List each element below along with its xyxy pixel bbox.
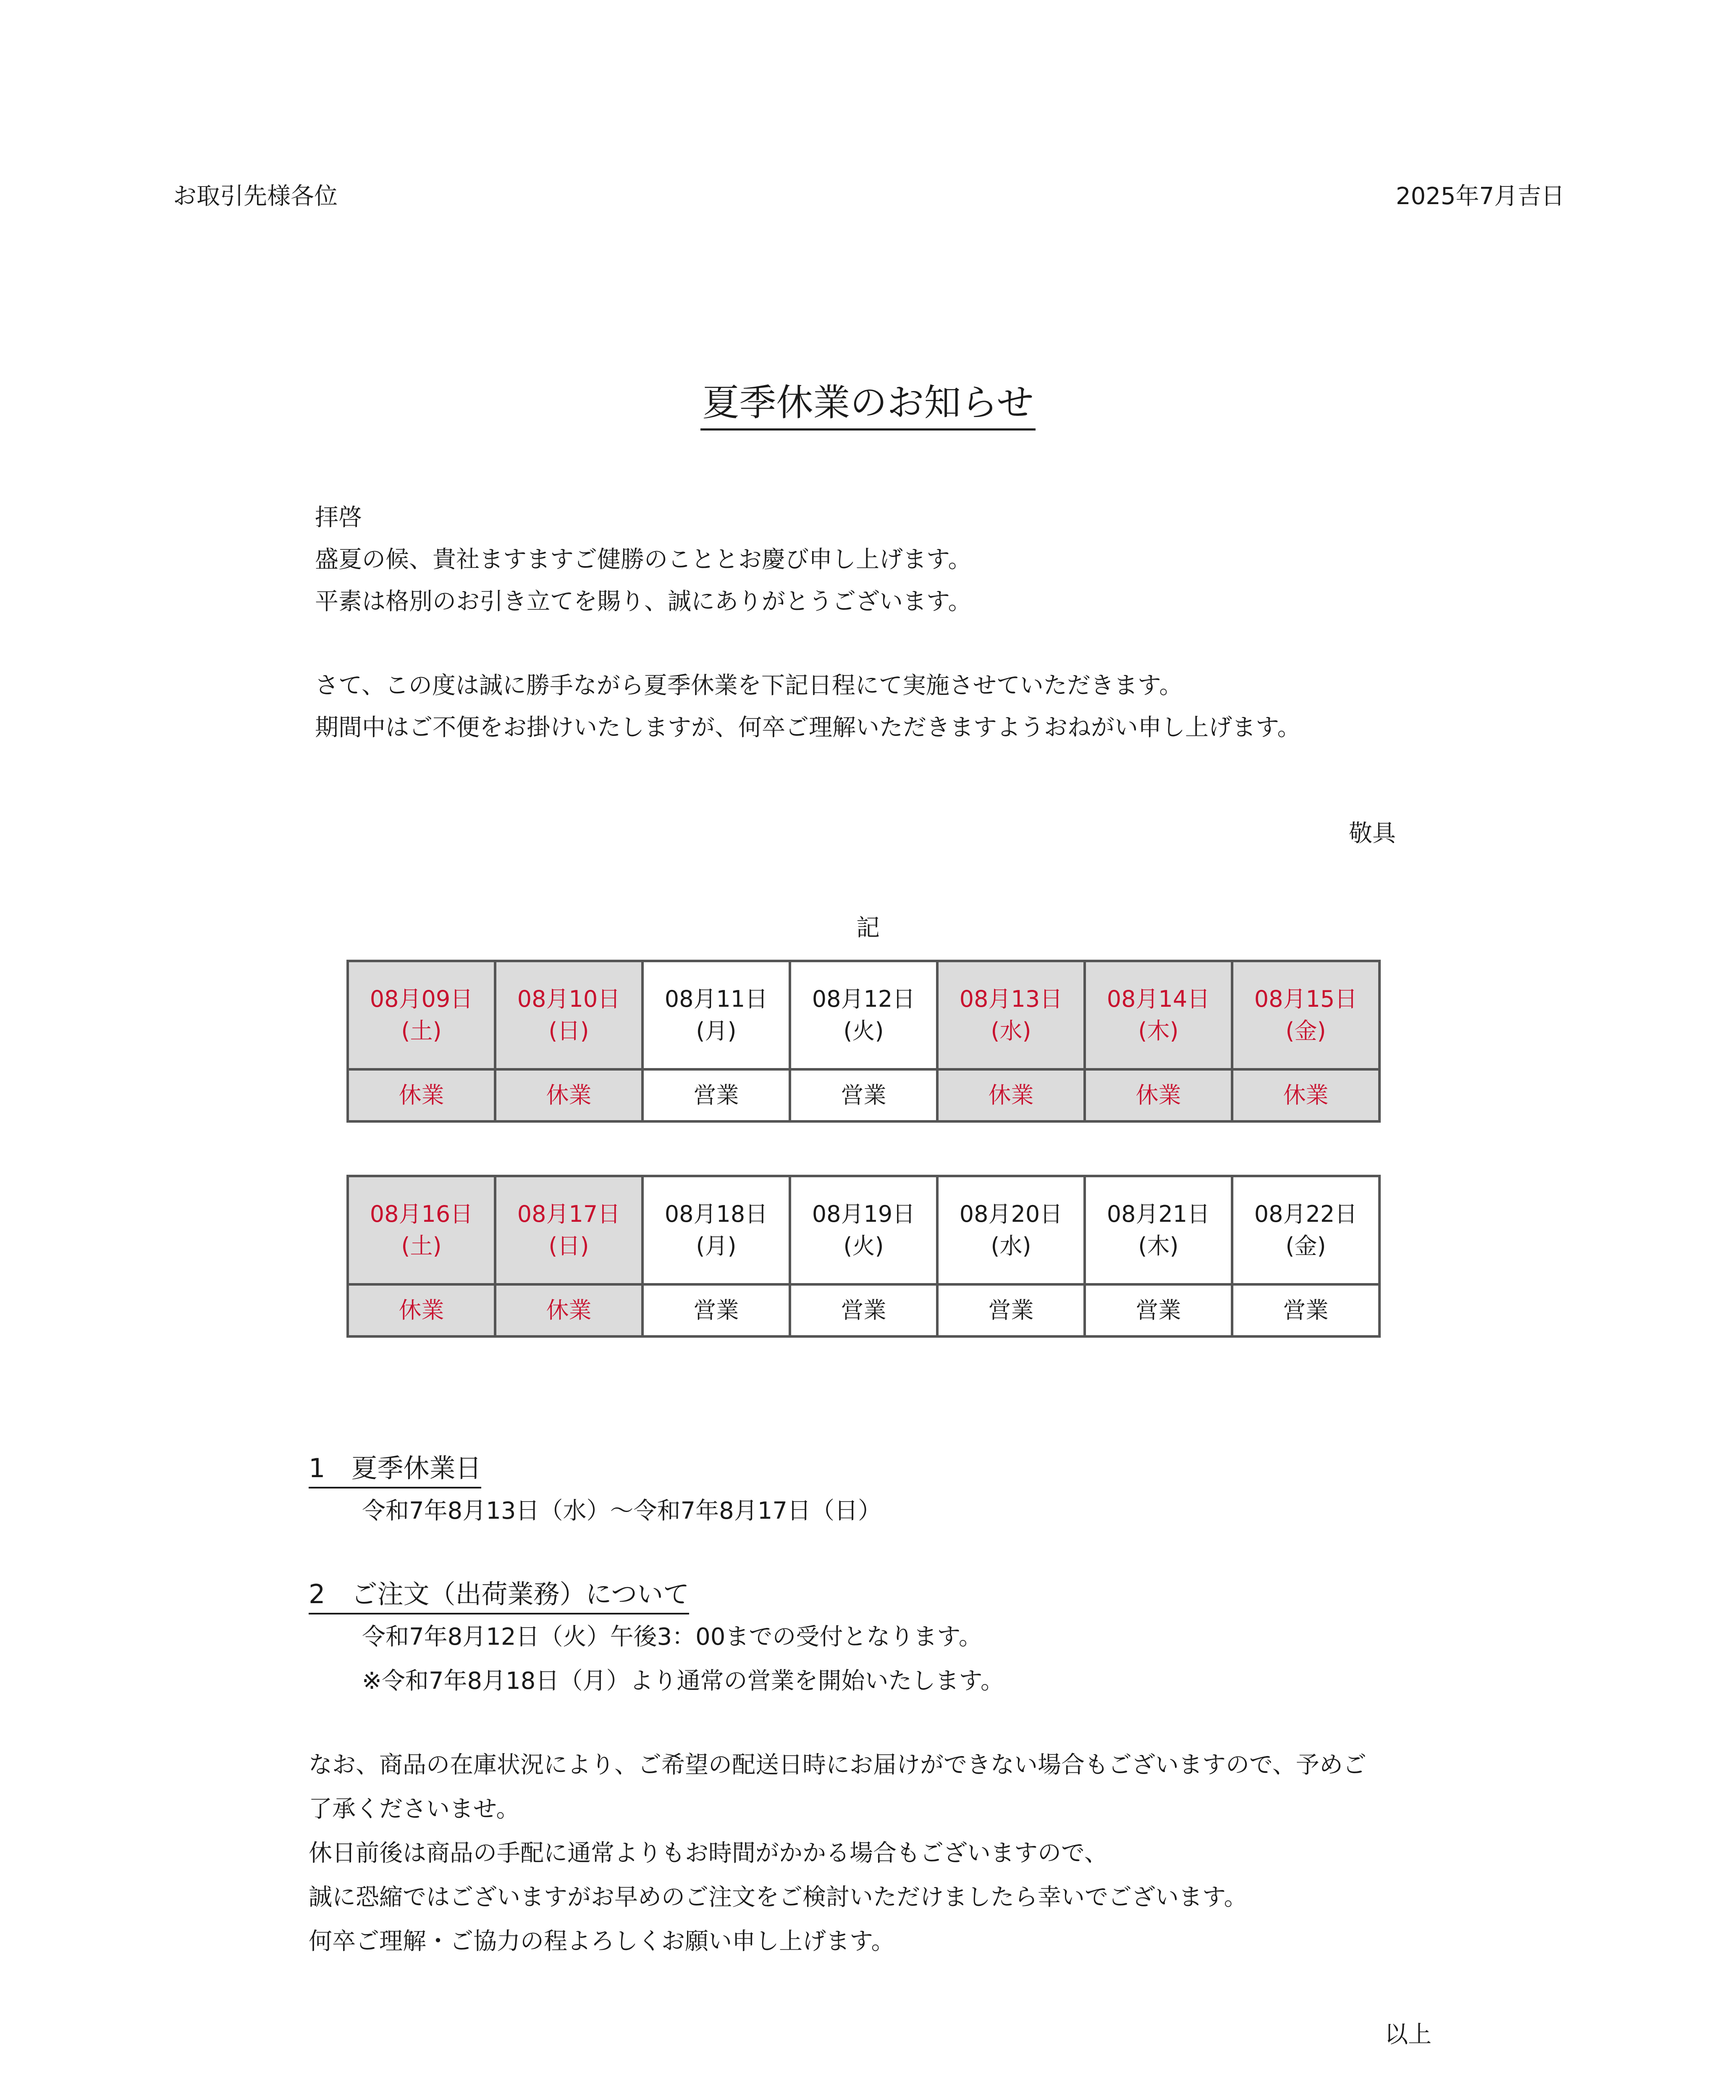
section-1-heading: 1 夏季休業日: [309, 1455, 481, 1481]
note-line: なお、商品の在庫状況により、ご希望の配送日時にお届けができない場合もございますので、予めご: [309, 1751, 1366, 1779]
note-line: 休日前後は商品の手配に通常よりもお時間がかかる場合もございますので、: [309, 1840, 1108, 1867]
calendar-status-cell: 営業: [790, 1284, 937, 1336]
calendar-date-cell: 08月16日 (土): [348, 1176, 495, 1284]
greeting-line: 拝啓: [315, 504, 362, 531]
greeting-line: 平素は格別のお引き立てを賜り、誠にありがとうございます。: [315, 588, 972, 615]
section-2-heading: 2 ご注文（出荷業務）について: [309, 1581, 689, 1607]
calendar-date-cell: 08月22日 (金): [1232, 1176, 1379, 1284]
calendar-status-cell: 営業: [642, 1069, 790, 1121]
calendar-status-cell: 休業: [348, 1284, 495, 1336]
calendar-date-cell: 08月11日 (月): [642, 961, 790, 1069]
note-line: 何卒ご理解・ご協力の程よろしくお願い申し上げます。: [309, 1928, 895, 1955]
calendar-status-cell: 休業: [1085, 1069, 1232, 1121]
note-line: 誠に恐縮ではございますがお早めのご注文をご検討いただけましたら幸いでございます。: [309, 1884, 1248, 1911]
calendar-status-cell: 営業: [642, 1284, 790, 1336]
calendar-status-cell: 休業: [495, 1284, 642, 1336]
note-line: 了承くださいませ。: [309, 1796, 520, 1823]
calendar-date-cell: 08月15日 (金): [1232, 961, 1379, 1069]
calendar-week-2: [346, 1175, 1381, 1338]
addressee: お取引先様各位: [173, 183, 338, 210]
calendar-date-cell: 08月17日 (日): [495, 1176, 642, 1284]
calendar-date-cell: 08月18日 (月): [642, 1176, 790, 1284]
calendar-status-cell: 休業: [495, 1069, 642, 1121]
title-text: 夏季休業のお知らせ: [700, 381, 1035, 430]
section-2-line: ※令和7年8月18日（月）より通常の営業を開始いたします。: [362, 1667, 1004, 1695]
calendar-status-cell: 休業: [1232, 1069, 1379, 1121]
calendar-date-cell: 08月20日 (水): [937, 1176, 1085, 1284]
issue-date: 2025年7月吉日: [1395, 183, 1565, 210]
calendar-date-cell: 08月14日 (木): [1085, 961, 1232, 1069]
greeting-line: さて、この度は誠に勝手ながら夏季休業を下記日程にて実施させていただきます。: [315, 672, 1183, 699]
closing-word: 敬具: [1349, 820, 1396, 847]
page-title: [0, 381, 1736, 424]
calendar-date-cell: 08月12日 (火): [790, 961, 937, 1069]
calendar-date-cell: 08月10日 (日): [495, 961, 642, 1069]
calendar-date-cell: 08月19日 (火): [790, 1176, 937, 1284]
greeting-line: 期間中はご不便をお掛けいたしますが、何卒ご理解いただきますようおねがい申し上げます。: [315, 714, 1301, 741]
calendar-status-cell: 営業: [1232, 1284, 1379, 1336]
calendar-status-cell: 営業: [1085, 1284, 1232, 1336]
calendar-status-cell: 営業: [937, 1284, 1085, 1336]
section-2-line: 令和7年8月12日（火）午後3：00までの受付となります。: [362, 1623, 982, 1651]
calendar-status-cell: 休業: [937, 1069, 1085, 1121]
calendar-date-cell: 08月13日 (水): [937, 961, 1085, 1069]
calendar-status-cell: 営業: [790, 1069, 937, 1121]
calendar-date-cell: 08月21日 (木): [1085, 1176, 1232, 1284]
calendar-status-cell: 休業: [348, 1069, 495, 1121]
closing-ijou: 以上: [1385, 2021, 1432, 2048]
ki-mark: 記: [856, 914, 880, 942]
calendar-week-1: [346, 960, 1381, 1123]
calendar-date-cell: 08月09日 (土): [348, 961, 495, 1069]
greeting-line: 盛夏の候、貴社ますますご健勝のこととお慶び申し上げます。: [315, 546, 972, 573]
section-1-line: 令和7年8月13日（水）～令和7年8月17日（日）: [362, 1497, 882, 1525]
